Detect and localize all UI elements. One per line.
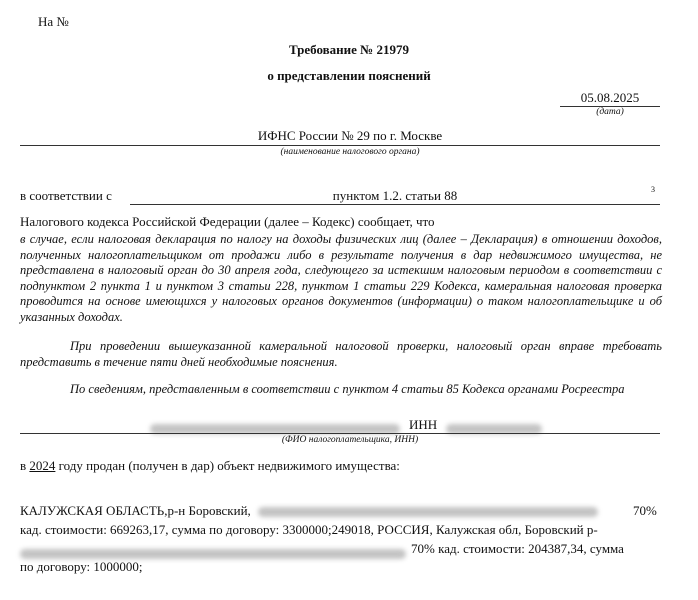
na-number-label: На № [38, 14, 69, 29]
basis-value: пунктом 1.2. статьи 88 [332, 188, 458, 203]
taxpayer-underline [20, 433, 660, 434]
sold-suffix: году продан (получен в дар) объект недвижимого имущества: [58, 458, 400, 473]
inn-label: ИНН [409, 417, 438, 432]
property-share-1: 70% [633, 503, 657, 518]
sold-year: 2024 [29, 458, 56, 473]
paragraph-rosreestr: По сведениям, представленным в соответствии с пунктом 4 статьи 85 Кодекса органами Росреестра [70, 382, 625, 396]
property-address-start: КАЛУЖСКАЯ ОБЛАСТЬ,р-н Боровский, [20, 503, 251, 518]
basis-prefix: в соответствии с [20, 188, 112, 203]
date-value: 05.08.2025 [580, 90, 640, 105]
authority-underline [20, 145, 660, 146]
footnote-marker: 3 [651, 185, 655, 194]
code-line: Налогового кодекса Российской Федерации (далее – Кодекс) сообщает, что [20, 214, 435, 229]
sold-prefix: в [20, 458, 27, 473]
authority-caption: (наименование налогового органа) [280, 147, 420, 157]
property-line-4: по договору: 1000000; [20, 559, 143, 574]
date-caption: (дата) [596, 107, 624, 117]
sold-line [20, 458, 400, 474]
taxpayer-caption: (ФИО налогоплательщика, ИНН) [281, 435, 419, 445]
document-title: Требование № 21979 [288, 42, 409, 57]
property-line-1 [20, 503, 598, 519]
paragraph-declaration: в случае, если налоговая декларация по налогу на доходы физических лиц (далее – Декларация) в отношении доходов, полученных налогоплательщиком от продажи либо в результате получения в дар недвижимого имущества, не представлена в налоговый орган до 30 апреля года, следующего за истекшим налоговым периодом в соответствии с подпунктом 2 пункта 1 и пунктом 3 статьи 228, пунктом 1 статьи 229 Кодекса, камеральная налоговая проверка проводится на основе имеющихся у налоговых органов документов (информации) о таком налогоплательщике и об указанных доходах. [20, 232, 662, 324]
property-address-redacted [258, 507, 598, 517]
document-subtitle: о представлении пояснений [267, 68, 431, 83]
paragraph-explanations: При проведении вышеуказанной камеральной налоговой проверки, налоговый орган вправе требовать представить в течение пяти дней необходимые пояснения. [20, 339, 662, 369]
property-line-3-end: 70% кад. стоимости: 204387,34, сумма [411, 541, 624, 556]
basis-underline [130, 204, 660, 205]
tax-authority-name: ИФНС России № 29 по г. Москве [257, 128, 443, 143]
property-line-2: кад. стоимости: 669263,17, сумма по договору: 3300000;249018, РОССИЯ, Калужская обл, Боровский р- [20, 522, 598, 537]
